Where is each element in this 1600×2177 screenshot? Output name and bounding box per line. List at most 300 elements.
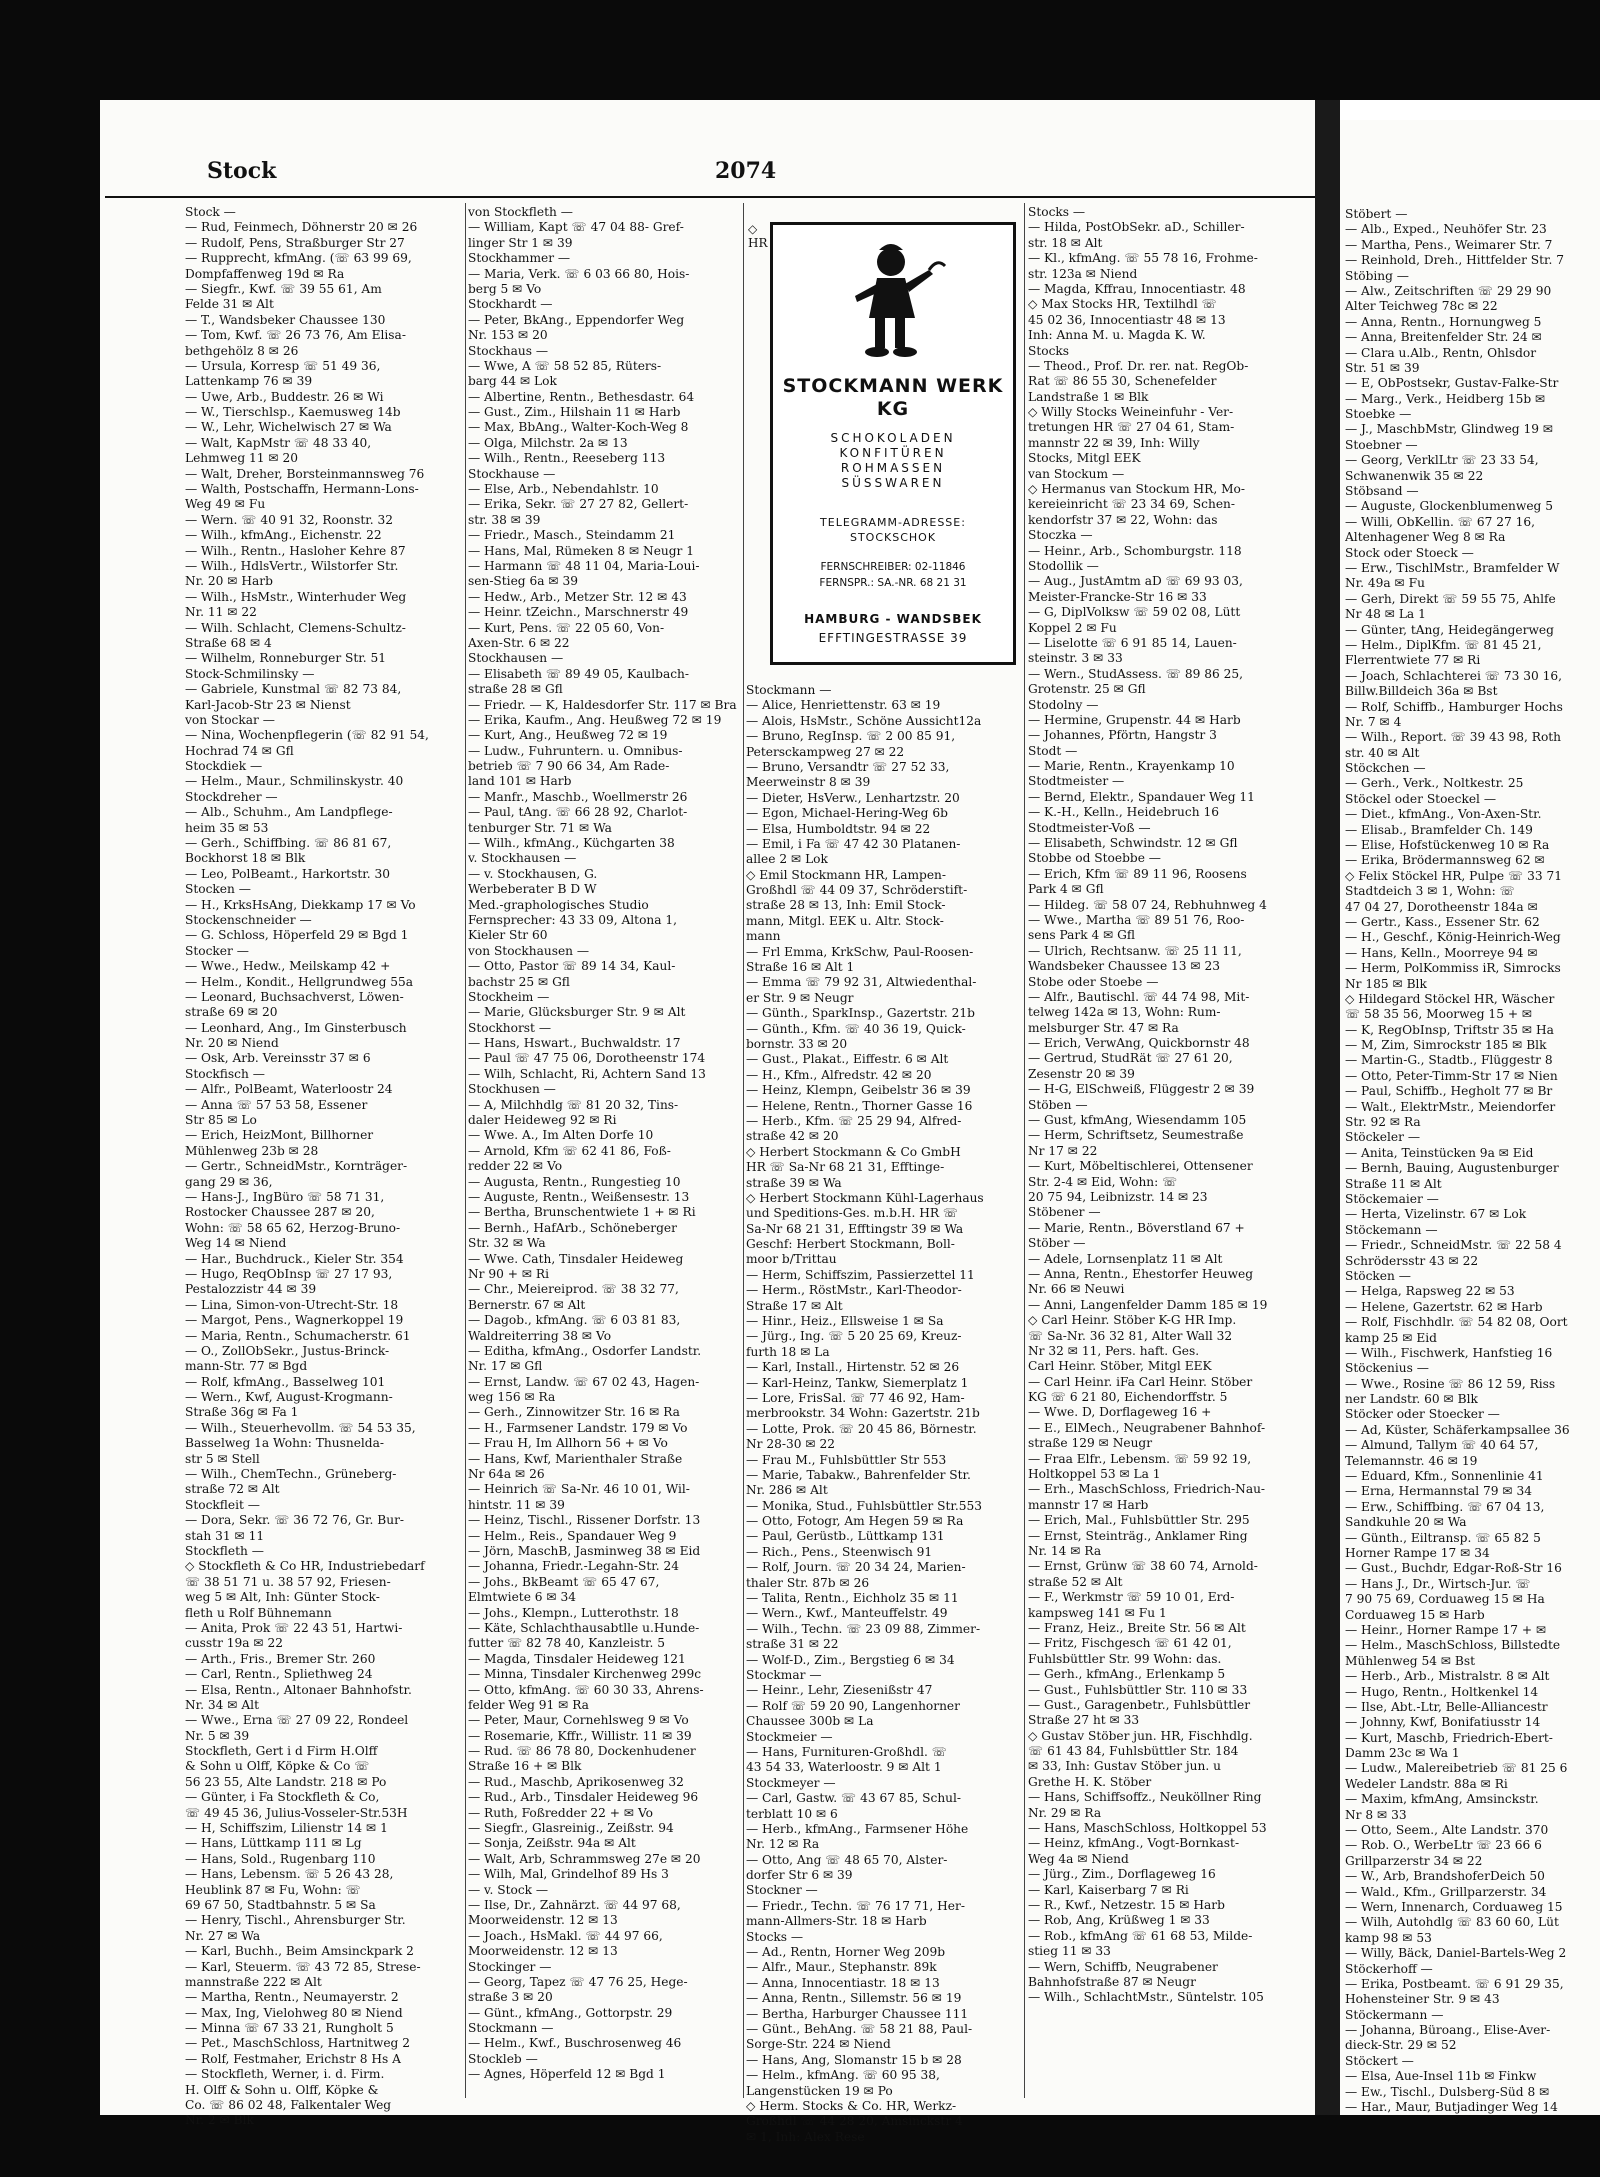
directory-entry-line: — Rolf, kfmAng., Basselweg 101 <box>185 1374 386 1389</box>
directory-entry-line: Chaussee 300b ✉ La <box>746 1714 874 1729</box>
directory-entry-line: — Dieter, HsVerw., Lenhartzstr. 20 <box>746 790 960 805</box>
directory-entry-line: — Heinr., Arb., Schomburgstr. 118 <box>1028 543 1242 558</box>
directory-entry-line: — F., Werkmstr ☏ 59 10 01, Erd- <box>1028 1590 1235 1605</box>
directory-entry-line: Carl Heinr. Stöber, Mitgl EEK <box>1028 1359 1212 1374</box>
directory-entry-line: barg 44 ✉ Lok <box>468 374 557 389</box>
directory-entry-line: str 5 ✉ Stell <box>185 1451 260 1466</box>
directory-entry-line: Stockmann — <box>468 2021 554 2036</box>
directory-entry-line: — Johs., Klempn., Lutterothstr. 18 <box>468 1605 679 1620</box>
header-rule <box>105 196 1315 198</box>
directory-entry-line: — Bruno, RegInsp. ☏ 2 00 85 91, <box>746 729 956 744</box>
directory-entry-line: — Hans, Lebensm. ☏ 5 26 43 28, <box>185 1867 394 1882</box>
directory-entry-line: — Reinhold, Dreh., Hittfelder Str. 7 <box>1345 253 1565 268</box>
directory-entry-line: — Martha, Pens., Weimarer Str. 7 <box>1345 237 1553 252</box>
directory-entry-line: melsburger Str. 47 ✉ Ra <box>1028 1020 1179 1035</box>
directory-entry-line: — Herm, Schiffszim, Passierzettel 11 <box>746 1267 975 1282</box>
directory-entry-line: — Johanna, Büroang., Elise-Aver- <box>1345 2023 1551 2038</box>
directory-entry-line: Stöckeler — <box>1345 1130 1421 1145</box>
directory-entry-line: — Bruno, Versandtr ☏ 27 52 33, <box>746 759 950 774</box>
directory-entry-line: — Helm., Kondit., Hellgrundweg 55a <box>185 974 414 989</box>
directory-entry-line: — H., Geschf., König-Heinrich-Weg <box>1345 930 1561 945</box>
directory-entry-line: — Walt, KapMstr ☏ 48 33 40, <box>185 435 372 450</box>
directory-entry-line: ◇ Gustav Stöber jun. HR, Fischhdlg. <box>1028 1728 1253 1743</box>
directory-entry-line: — Friedr., Techn. ☏ 76 17 71, Her- <box>746 1898 965 1913</box>
ad-firm-name <box>773 375 1013 421</box>
directory-entry-line: Dompfaffenweg 19d ✉ Ra <box>185 266 345 281</box>
directory-entry-line: — Wolf-D., Zim., Bergstieg 6 ✉ 34 <box>746 1652 955 1667</box>
ad-product: ROHMASSEN <box>840 461 946 475</box>
directory-entry-line: 43 54 33, Waterloostr. 9 ✉ Alt 1 <box>746 1760 942 1775</box>
directory-entry-line: — Hans, Kelln., Moorreye 94 ✉ <box>1345 945 1538 960</box>
directory-entry-line: — Elise, Hofstückenweg 10 ✉ Ra <box>1345 838 1550 853</box>
directory-entry-line: Meister-Francke-Str 16 ✉ 33 <box>1028 589 1207 604</box>
directory-entry-line: — Helm., Reis., Spandauer Weg 9 <box>468 1528 677 1543</box>
directory-entry-line: straße 72 ✉ Alt <box>185 1482 280 1497</box>
directory-entry-line: Park 4 ✉ Gfl <box>1028 882 1104 897</box>
scan-border-top <box>0 0 1600 100</box>
directory-entry-line: — Rob., kfmAng ☏ 61 68 53, Milde- <box>1028 1928 1253 1943</box>
directory-entry-line: — M, Zim, Simrockstr 185 ✉ Blk <box>1345 1038 1547 1053</box>
directory-entry-line: — Gust., Plakat., Eiffestr. 6 ✉ Alt <box>746 1052 949 1067</box>
ad-telegram-address: STOCKSCHOK <box>849 531 937 544</box>
directory-entry-line: stah 31 ✉ 11 <box>185 1528 265 1543</box>
directory-entry-line: — Marie, Rentn., Böverstland 67 + <box>1028 1220 1245 1235</box>
directory-entry-line: — Wilh., Techn. ☏ 23 09 88, Zimmer- <box>746 1621 981 1636</box>
directory-entry-line: — Hans-J., IngBüro ☏ 58 71 31, <box>185 1190 385 1204</box>
directory-entry-line: Weg 49 ✉ Fu <box>185 497 266 512</box>
directory-entry-line: — Jörn, MaschB, Jasminweg 38 ✉ Eid <box>468 1543 701 1558</box>
directory-entry-line: Werbeberater B D W <box>468 882 597 897</box>
directory-entry-line: Straße 11 ✉ Alt <box>1345 1176 1442 1191</box>
directory-entry-line: — R., Kwf., Netzestr. 15 ✉ Harb <box>1028 1897 1225 1912</box>
directory-entry-line: — Karl, Kaiserbarg 7 ✉ Ri <box>1028 1882 1189 1897</box>
directory-entry-line: — Peter, Maur, Cornehlsweg 9 ✉ Vo <box>468 1713 689 1728</box>
directory-entry-line: mannstr 17 ✉ Harb <box>1028 1497 1149 1512</box>
directory-entry-line: — Erw., Schiffbing. ☏ 67 04 13, <box>1345 1499 1545 1514</box>
directory-entry-line: Moorweidenstr. 12 ✉ 13 <box>468 1944 618 1959</box>
directory-entry-line: — Hugo, ReqObInsp ☏ 27 17 93, <box>185 1266 393 1281</box>
directory-entry-line: ◇ Herbert Stockmann & Co GmbH <box>746 1144 961 1159</box>
directory-entry-line: Stöckermann — <box>1345 2007 1444 2022</box>
directory-entry-line: str. 18 ✉ Alt <box>1028 235 1103 250</box>
directory-entry-line: — Henry, Tischl., Ahrensburger Str. <box>185 1913 406 1928</box>
directory-entry-line: — Frau M., Fuhlsbüttler Str 553 <box>746 1452 947 1467</box>
ad-telex: FERNSCHREIBER: 02-11846 <box>820 561 966 573</box>
directory-entry-line: — Joach, Schlachterei ☏ 73 30 16, <box>1345 668 1563 683</box>
directory-entry-line: — Hans, MaschSchloss, Holtkoppel 53 <box>1028 1821 1267 1836</box>
directory-entry-line: Stockleb — <box>468 2051 538 2066</box>
directory-entry-line: — Erika, Brödermannsweg 62 ✉ <box>1345 853 1545 868</box>
directory-entry-line: merbrookstr. 34 Wohn: Gazertstr. 21b <box>746 1406 980 1421</box>
directory-entry-line: Großhdl ☏ 44 09 37, Schröderstift- <box>746 883 968 898</box>
directory-entry-line: Nr 185 ✉ Blk <box>1345 976 1427 991</box>
directory-entry-line: straße 28 ✉ 13, Inh: Emil Stock- <box>746 898 946 913</box>
directory-entry-line: — Bernh., HafArb., Schöneberger <box>468 1220 677 1235</box>
directory-entry-line: und Speditions-Ges. m.b.H. HR ☏ <box>746 1206 959 1221</box>
directory-entry-line: Nr. 20 ✉ Harb <box>185 574 273 589</box>
directory-entry-line: mannstraße 222 ✉ Alt <box>185 1974 322 1989</box>
directory-entry-line: — Johnny, Kwf, Bonifatiusstr 14 <box>1345 1715 1541 1730</box>
directory-entry-line: Stodtmeister-Voß — <box>1028 820 1151 835</box>
directory-entry-line: — Rosemarie, Kffr., Willistr. 11 ✉ 39 <box>468 1728 692 1743</box>
directory-entry-line: — W., Lehr, Wichelwisch 27 ✉ Wa <box>185 420 392 435</box>
directory-entry-line: — Heinz, Klempn, Geibelstr 36 ✉ 39 <box>746 1083 971 1098</box>
directory-entry-line: — Gertrud, StudRät ☏ 27 61 20, <box>1028 1051 1233 1066</box>
directory-entry-line: — A, Milchhdlg ☏ 81 20 32, Tins- <box>468 1097 679 1112</box>
directory-entry-line: — Liselotte ☏ 6 91 85 14, Lauen- <box>1028 635 1237 650</box>
directory-entry-line: — Otto, Peter-Timm-Str 17 ✉ Nien <box>1345 1068 1558 1083</box>
directory-entry-line: — Uwe, Arb., Buddestr. 26 ✉ Wi <box>185 389 384 404</box>
directory-entry-line: str. 38 ✉ 39 <box>468 512 541 527</box>
directory-entry-line: Stöckerhoff — <box>1345 1961 1433 1976</box>
directory-entry-line: — Hermine, Grupenstr. 44 ✉ Harb <box>1028 712 1241 727</box>
directory-entry-line: — Alfr., Maur., Stephanstr. 89k <box>746 1960 937 1975</box>
directory-entry-line: dieck-Str. 29 ✉ 52 <box>1345 2038 1457 2053</box>
directory-entry-line: — Kl., kfmAng. ☏ 55 78 16, Frohme- <box>1028 251 1258 266</box>
directory-entry-line: Fernsprecher: 43 33 09, Altona 1, <box>468 912 678 927</box>
directory-entry-line: Nr 8 ✉ 33 <box>1345 1807 1407 1822</box>
directory-entry-line: — Walt, Arb, Schrammsweg 27e ✉ 20 <box>468 1851 701 1866</box>
directory-entry-line: Nr. 17 ✉ Gfl <box>468 1359 543 1374</box>
directory-entry-line: — K.-H., Kelln., Heidebruch 16 <box>1028 805 1219 820</box>
directory-entry-line: von Stockar — <box>185 712 275 727</box>
directory-entry-line: Stöbing — <box>1345 268 1409 283</box>
chef-figure-logo-icon <box>833 240 953 365</box>
directory-entry-line: — Carl, Gastw. ☏ 43 67 85, Schul- <box>746 1791 962 1806</box>
directory-entry-line: — Gust., Zim., Hilshain 11 ✉ Harb <box>468 405 681 420</box>
directory-entry-line: — Hans, Lüttkamp 111 ✉ Lg <box>185 1836 362 1851</box>
directory-entry-line: allee 2 ✉ Lok <box>746 852 828 867</box>
directory-entry-line: — Martha, Rentn., Neumayerstr. 2 <box>185 1990 399 2005</box>
directory-entry-line: — Ilse, Abt.-Ltr, Belle-Alliancestr <box>1345 1699 1548 1714</box>
directory-entry-line: — Erw., TischlMstr., Bramfelder W <box>1345 560 1560 575</box>
directory-entry-line: Sorge-Str. 224 ✉ Niend <box>746 2037 891 2052</box>
directory-entry-line: — T., Wandsbeker Chaussee 130 <box>185 312 386 327</box>
directory-entry-line: Telemannstr. 46 ✉ 19 <box>1345 1453 1478 1468</box>
directory-entry-line: hintstr. 11 ✉ 39 <box>468 1497 565 1512</box>
directory-entry-line: — Gertr., Kass., Essener Str. 62 <box>1345 914 1540 929</box>
directory-entry-line: Stocks <box>1028 343 1070 358</box>
directory-entry-line: — Otto, Seem., Alte Landstr. 370 <box>1345 1823 1549 1838</box>
directory-entry-line: — Anna, Rentn., Sillemstr. 56 ✉ 19 <box>746 1991 962 2006</box>
directory-entry-line: weg 5 ✉ Alt, Inh: Günter Stock- <box>185 1590 380 1605</box>
directory-entry-line: 45 02 36, Innocentiastr 48 ✉ 13 <box>1028 312 1226 327</box>
directory-entry-line: — Rob, Ang, Krüßweg 1 ✉ 33 <box>1028 1913 1210 1928</box>
ad-telegram <box>773 515 1013 545</box>
directory-entry-line: — Günth., Eiltransp. ☏ 65 82 5 <box>1345 1530 1541 1545</box>
directory-entry-line: — Friedr., Masch., Steindamm 21 <box>468 528 676 543</box>
directory-entry-line: straße 52 ✉ Alt <box>1028 1574 1123 1589</box>
directory-entry-line: v. Stockhausen — <box>468 851 577 866</box>
directory-entry-line: Basselweg 1a Wohn: Thusnelda- <box>185 1436 384 1451</box>
directory-entry-line: — Willi, ObKellin. ☏ 67 27 16, <box>1345 514 1536 529</box>
directory-entry-line: Lattenkamp 76 ✉ 39 <box>185 374 313 389</box>
directory-entry-line: Str. 51 ✉ 39 <box>1345 360 1420 375</box>
directory-entry-line: — Albertine, Rentn., Bethesdastr. 64 <box>468 389 695 404</box>
directory-entry-line: — Ursula, Korresp ☏ 51 49 36, <box>185 358 381 373</box>
directory-entry-line: Grillparzerstr 34 ✉ 22 <box>1345 1853 1483 1868</box>
directory-entry-line: Stobe oder Stoebe — <box>1028 974 1159 989</box>
directory-entry-line: — Bernh, Bauing, Augustenburger <box>1345 1161 1559 1176</box>
directory-entry-line: — Ernst, Landw. ☏ 67 02 43, Hagen- <box>468 1374 700 1389</box>
directory-entry-line: sen-Stieg 6a ✉ 39 <box>468 574 578 589</box>
directory-entry-line: von Stockfleth — <box>468 205 573 219</box>
ad-telegram-label: TELEGRAMM-ADRESSE: <box>820 516 966 529</box>
directory-entry-line: ner Landstr. 60 ✉ Blk <box>1345 1392 1478 1407</box>
directory-entry-line: Straße 16 ✉ Alt 1 <box>746 960 855 975</box>
directory-entry-line: — Max, BbAng., Walter-Koch-Weg 8 <box>468 420 689 435</box>
directory-entry-line: — Leonhard, Ang., Im Ginsterbusch <box>185 1020 407 1035</box>
directory-entry-line: Rat ☏ 86 55 30, Schenefelder <box>1028 374 1217 389</box>
directory-entry-line: — Editha, kfmAng., Osdorfer Landstr. <box>468 1343 702 1358</box>
directory-entry-line: Meerweinstr 8 ✉ 39 <box>746 775 871 790</box>
directory-entry-line: — Wern, Innenarch, Corduaweg 15 <box>1345 1899 1563 1914</box>
directory-entry-line: — G, DiplVolksw ☏ 59 02 08, Lütt <box>1028 605 1241 620</box>
directory-entry-line: Stockhorst — <box>468 1020 552 1035</box>
directory-entry-line: kamp 98 ✉ 53 <box>1345 1930 1432 1945</box>
directory-entry-line: — Arnold, Kfm ☏ 62 41 86, Foß- <box>468 1143 671 1158</box>
directory-entry-line: Stöckert — <box>1345 2053 1414 2068</box>
directory-entry-line: — Wilh, Schlacht, Ri, Achtern Sand 13 <box>468 1066 706 1081</box>
directory-entry-line: Nr 28-30 ✉ 22 <box>746 1437 835 1452</box>
page-number: 2074 <box>715 158 777 184</box>
directory-entry-line: — Gertr., SchneidMstr., Kornträger- <box>185 1159 408 1174</box>
directory-entry-line: Lehmweg 11 ✉ 20 <box>185 451 299 466</box>
directory-entry-line: — Arth., Fris., Bremer Str. 260 <box>185 1651 376 1666</box>
directory-entry-line: Großhdl ☏ 44 28 20, Amsinckstr 4 <box>746 2114 963 2129</box>
directory-entry-line: straße 31 ✉ 22 <box>746 1637 839 1652</box>
directory-entry-line: — Fritz, Fischgesch ☏ 61 42 01, <box>1028 1636 1232 1651</box>
directory-entry-line: Stodt — <box>1028 743 1078 758</box>
directory-entry-line: — Hans J., Dr., Wirtsch-Jur. ☏ <box>1345 1576 1531 1591</box>
directory-entry-line: — Wwe. A., Im Alten Dorfe 10 <box>468 1128 654 1143</box>
directory-entry-line: Nr 48 ✉ La 1 <box>1345 607 1426 622</box>
directory-entry-line: ◇ Hildegard Stöckel HR, Wäscher <box>1345 991 1555 1006</box>
directory-entry-line: — Herm, PolKommiss iR, Simrocks <box>1345 961 1561 976</box>
directory-entry-line: — Anni, Langenfelder Damm 185 ✉ 19 <box>1028 1297 1268 1312</box>
directory-entry-line: — Harmann ☏ 48 11 04, Maria-Loui- <box>468 558 700 573</box>
directory-entry-line: — Walt., ElektrMstr., Meiendorfer <box>1345 1099 1556 1114</box>
directory-entry-line: str. 40 ✉ Alt <box>1345 745 1420 760</box>
directory-entry-line: 7 90 75 69, Corduaweg 15 ✉ Ha <box>1345 1592 1545 1607</box>
directory-entry-line: Stockfleit — <box>185 1497 260 1512</box>
directory-entry-line: — Walt, Dreher, Borsteinmannsweg 76 <box>185 466 425 481</box>
directory-entry-line: — Augusta, Rentn., Rungestieg 10 <box>468 1174 681 1189</box>
directory-entry-line: — Hilda, PostObSekr. aD., Schiller- <box>1028 220 1245 235</box>
directory-entry-line: — Herta, Vizelinstr. 67 ✉ Lok <box>1345 1207 1527 1222</box>
directory-entry-line: Straße 16 + ✉ Blk <box>468 1759 582 1774</box>
directory-entry-line: felder Weg 91 ✉ Ra <box>468 1697 589 1712</box>
directory-entry-line: — Friedr., SchneidMstr. ☏ 22 58 4 <box>1345 1238 1562 1253</box>
directory-entry-line: Nr. 11 ✉ 22 <box>185 605 257 620</box>
directory-entry-line: — Wilh. Schlacht, Clemens-Schultz- <box>185 620 406 635</box>
directory-entry-line: Hohensteiner Str. 9 ✉ 43 <box>1345 1992 1500 2007</box>
directory-entry-line: Billw.Billdeich 36a ✉ Bst <box>1345 684 1498 699</box>
directory-entry-line: — Almund, Tallym ☏ 40 64 57, <box>1345 1438 1539 1453</box>
directory-entry-line: Grethe H. K. Stöber <box>1028 1774 1152 1789</box>
directory-entry-line: Nr. 20 ✉ Niend <box>185 1036 279 1051</box>
directory-entry-line: Nr 64a ✉ 26 <box>468 1467 545 1482</box>
directory-entry-line: — Jürg., Ing. ☏ 5 20 25 69, Kreuz- <box>746 1329 962 1344</box>
directory-entry-line: Fuhlsbüttler Str. 99 Wohn: das. <box>1028 1651 1222 1666</box>
directory-entry-line: ✉ 33, Inh: Gustav Stöber jun. u <box>1028 1759 1221 1774</box>
directory-entry-line: Bernerstr. 67 ✉ Alt <box>468 1297 586 1312</box>
directory-entry-line: — Siegfr., Kwf. ☏ 39 55 61, Am <box>185 281 382 296</box>
directory-entry-line: Stöbsand — <box>1345 484 1419 499</box>
directory-entry-line: — Maxim, kfmAng, Amsinckstr. <box>1345 1792 1539 1807</box>
directory-column-5-facing-page <box>1345 207 1600 2115</box>
directory-entry-line: Stocks, Mitgl EEK <box>1028 451 1141 466</box>
directory-entry-line: — Alfr., Bautischl. ☏ 44 74 98, Mit- <box>1028 989 1250 1004</box>
directory-entry-line: & Sohn u Olff, Köpke & Co ☏ <box>185 1759 370 1774</box>
directory-entry-line: — Erich, HeizMont, Billhorner <box>185 1128 374 1143</box>
directory-entry-line: — Ludw., Fuhruntern. u. Omnibus- <box>468 743 683 758</box>
directory-entry-line: — Anna, Rentn., Ehestorfer Heuweg <box>1028 1266 1254 1281</box>
directory-entry-line: — Wwe., Erna ☏ 27 09 22, Rondeel <box>185 1713 409 1728</box>
directory-entry-line: mann, Mitgl. EEK u. Altr. Stock- <box>746 913 944 928</box>
directory-entry-line: — H., Kfm., Alfredstr. 42 ✉ 20 <box>746 1067 932 1082</box>
directory-entry-line: — Wern, Schiffb, Neugrabener <box>1028 1959 1218 1974</box>
directory-entry-line: — Maria, Rentn., Schumacherstr. 61 <box>185 1328 411 1343</box>
directory-entry-line: — Franz, Heiz., Breite Str. 56 ✉ Alt <box>1028 1620 1246 1635</box>
ad-side-marks <box>748 222 768 250</box>
directory-entry-line: — Manfr., Maschb., Woellmerstr 26 <box>468 789 688 804</box>
directory-entry-line: — Har., Maur, Butjadinger Weg 14 <box>1345 2100 1558 2115</box>
directory-entry-line: — Rolf, Festmaher, Erichstr 8 Hs A <box>185 2051 401 2066</box>
directory-entry-line: — Günth., SparkInsp., Gazertstr. 21b <box>746 1006 975 1021</box>
directory-entry-line: bachstr 25 ✉ Gfl <box>468 974 570 989</box>
directory-entry-line: Stock oder Stoeck — <box>1345 545 1474 560</box>
directory-entry-line: thaler Str. 87b ✉ 26 <box>746 1575 870 1590</box>
directory-entry-line: — Leonard, Buchsachverst, Löwen- <box>185 989 404 1004</box>
directory-entry-line: — Wilh., kfmAng., Eichenstr. 22 <box>185 528 382 543</box>
directory-entry-line: — Clara u.Alb., Rentn, Ohlsdor <box>1345 345 1537 360</box>
directory-entry-line: — H., KrksHsAng, Diekkamp 17 ✉ Vo <box>185 897 416 912</box>
directory-entry-line: — Alw., Zeitschriften ☏ 29 29 90 <box>1345 283 1552 298</box>
directory-entry-line: — Heinz, Tischl., Rissener Dorfstr. 13 <box>468 1513 701 1528</box>
directory-entry-line: — Elisab., Bramfelder Ch. 149 <box>1345 822 1533 837</box>
directory-entry-line: Stockheim — <box>468 989 550 1004</box>
directory-entry-line: Stadtdeich 3 ✉ 1, Wohn: ☏ <box>1345 884 1515 899</box>
directory-entry-line: — Gust., Buchdr, Edgar-Roß-Str 16 <box>1345 1561 1562 1576</box>
directory-entry-line: — Günt., BehAng. ☏ 58 21 88, Paul- <box>746 2021 973 2036</box>
directory-entry-line: Straße 27 ht ✉ 33 <box>1028 1713 1140 1728</box>
directory-entry-line: — Theod., Prof. Dr. rer. nat. RegOb- <box>1028 358 1249 373</box>
directory-entry-line: — Rud., Arb., Tinsdaler Heideweg 96 <box>468 1790 699 1805</box>
directory-entry-line: — Ernst, Steinträg., Anklamer Ring <box>1028 1528 1248 1543</box>
directory-entry-line: — Hans, Furnituren-Großhdl. ☏ <box>746 1744 948 1759</box>
directory-entry-line: — Johs., BkBeamt ☏ 65 47 67, <box>468 1574 660 1589</box>
directory-entry-line: — Wald., Kfm., Grillparzerstr. 34 <box>1345 1884 1547 1899</box>
directory-entry-line: Stockmar — <box>746 1668 822 1682</box>
directory-entry-line: — Rolf ☏ 59 20 90, Langenhorner <box>746 1698 960 1713</box>
directory-entry-line: Stöckchen — <box>1345 761 1426 776</box>
directory-entry-line: ☏ 38 51 71 u. 38 57 92, Friesen- <box>185 1574 391 1589</box>
directory-entry-line: — Frl Emma, KrkSchw, Paul-Roosen- <box>746 944 974 959</box>
directory-entry-line: — Ad, Küster, Schäferkampsallee 36 <box>1345 1422 1570 1437</box>
directory-entry-line: — Günter, i Fa Stockfleth & Co, <box>185 1790 380 1805</box>
directory-entry-line: Waldreiterring 38 ✉ Vo <box>468 1328 612 1343</box>
directory-entry-line: Wedeler Landstr. 88a ✉ Ri <box>1345 1776 1508 1791</box>
directory-entry-line: — Else, Arb., Nebendahlstr. 10 <box>468 482 659 497</box>
directory-entry-line: straße 39 ✉ Wa <box>746 1175 842 1190</box>
directory-entry-line: Holtkoppel 53 ✉ La 1 <box>1028 1467 1161 1482</box>
directory-entry-line: Petersckampweg 27 ✉ 22 <box>746 744 905 759</box>
directory-entry-line: 20 75 94, Leibnizstr. 14 ✉ 23 <box>1028 1190 1208 1204</box>
directory-entry-line: — Magda, Tinsdaler Heideweg 121 <box>468 1651 686 1666</box>
directory-entry-line: — Minna ☏ 67 33 21, Rungholt 5 <box>185 2021 394 2036</box>
directory-entry-line: — H, Schiffszim, Lilienstr 14 ✉ 1 <box>185 1821 388 1836</box>
directory-entry-line: berg 5 ✉ Vo <box>468 281 542 296</box>
directory-entry-line: — Siegfr., Glasreinig., Zeißstr. 94 <box>468 1821 674 1836</box>
directory-entry-line: — Paul, Schiffb., Hegholt 77 ✉ Br <box>1345 1084 1553 1099</box>
directory-entry-line: heim 35 ✉ 53 <box>185 820 269 835</box>
directory-entry-line: — Erika, Kaufm., Ang. Heußweg 72 ✉ 19 <box>468 712 722 727</box>
directory-entry-line: Nr. 66 ✉ Neuwi <box>1028 1282 1125 1297</box>
directory-entry-line: Nr. 7 ✉ 4 <box>1345 714 1402 729</box>
directory-entry-line: — Rolf, Fischhdlr. ☏ 54 82 08, Oort <box>1345 1315 1568 1330</box>
directory-entry-line: Straße 36g ✉ Fa 1 <box>185 1405 299 1420</box>
column-divider <box>1024 203 1025 2098</box>
directory-entry-line: — Wilh., Steuerhevollm. ☏ 54 53 35, <box>185 1420 416 1435</box>
directory-entry-line: Stöckemann — <box>1345 1222 1438 1237</box>
directory-entry-line: — Helm., Maur., Schmilinskystr. 40 <box>185 774 404 789</box>
directory-entry-line: dorfer Str 6 ✉ 39 <box>746 1868 853 1883</box>
directory-entry-line: Geschf: Herbert Stockmann, Boll- <box>746 1237 955 1252</box>
directory-entry-line: Stocks — <box>1028 205 1086 219</box>
directory-entry-line: Sandkuhle 20 ✉ Wa <box>1345 1515 1467 1530</box>
directory-entry-line: — Gust, kfmAng, Wiesendamm 105 <box>1028 1113 1247 1128</box>
directory-entry-line: — Käte, Schlachthausabtlle u.Hunde- <box>468 1620 700 1635</box>
directory-entry-line: ◇ Carl Heinr. Stöber K-G HR Imp. <box>1028 1313 1237 1328</box>
directory-entry-line: Str. 32 ✉ Wa <box>468 1236 546 1251</box>
directory-entry-line: Nr. 34 ✉ Alt <box>185 1697 259 1712</box>
directory-entry-line: Weg 14 ✉ Niend <box>185 1236 287 1251</box>
page-gutter <box>1315 100 1340 2115</box>
directory-entry-line: — Osk, Arb. Vereinsstr 37 ✉ 6 <box>185 1051 371 1066</box>
directory-entry-line: Nr. 2 ✉ Blk <box>185 2113 254 2128</box>
directory-entry-line: — Marie, Rentn., Krayenkamp 10 <box>1028 759 1235 774</box>
directory-entry-line: gang 29 ✉ 36, <box>185 1174 273 1189</box>
directory-entry-line: — Wwe., Martha ☏ 89 51 76, Roo- <box>1028 912 1245 927</box>
directory-entry-line: Wohn: ☏ 58 65 62, Herzog-Bruno- <box>185 1220 401 1235</box>
directory-entry-line: — Alb., Schuhm., Am Landpflege- <box>185 805 393 820</box>
directory-entry-line: — Wilh., kfmAng., Küchgarten 38 <box>468 836 675 851</box>
directory-entry-line: — Ernst, Grünw ☏ 38 60 74, Arnold- <box>1028 1559 1258 1574</box>
directory-entry-line: ☏ Sa-Nr. 36 32 81, Alter Wall 32 <box>1028 1328 1233 1343</box>
directory-entry-line: — Erh., MaschSchloss, Friedrich-Nau- <box>1028 1482 1266 1497</box>
directory-entry-line: — Helene, Rentn., Thorner Gasse 16 <box>746 1098 973 1113</box>
directory-entry-line: Stoebner — <box>1345 437 1418 452</box>
directory-entry-line: van Stockum — <box>1028 466 1125 481</box>
directory-entry-line: — Wwe., Rosine ☏ 86 12 59, Riss <box>1345 1376 1556 1391</box>
directory-entry-line: — Walth, Postschaffn, Hermann-Lons- <box>185 482 419 497</box>
directory-entry-line: futter ☏ 82 78 40, Kanzleistr. 5 <box>468 1636 665 1651</box>
directory-entry-line: straße 129 ✉ Neugr <box>1028 1436 1153 1451</box>
running-head: Stock <box>207 158 277 184</box>
directory-entry-line: kamp 25 ✉ Eid <box>1345 1330 1437 1345</box>
directory-entry-line: ◇ Emil Stockmann HR, Lampen- <box>746 867 947 882</box>
directory-entry-line: — Gabriele, Kunstmal ☏ 82 73 84, <box>185 682 402 697</box>
directory-entry-line: straße 28 ✉ Gfl <box>468 682 563 697</box>
directory-entry-line: — Peter, BkAng., Eppendorfer Weg <box>468 312 685 327</box>
directory-entry-line: Stocker — <box>185 943 249 958</box>
directory-entry-line: linger Str 1 ✉ 39 <box>468 235 573 250</box>
directory-entry-line: — Wilh., HdlsVertr., Wilstorfer Str. <box>185 558 399 573</box>
directory-entry-line: ☏ 49 45 36, Julius-Vosseler-Str.53H <box>185 1805 408 1820</box>
directory-entry-line: straße 3 ✉ 20 <box>468 1990 553 2005</box>
ad-firm-line-2: KG <box>876 398 910 420</box>
